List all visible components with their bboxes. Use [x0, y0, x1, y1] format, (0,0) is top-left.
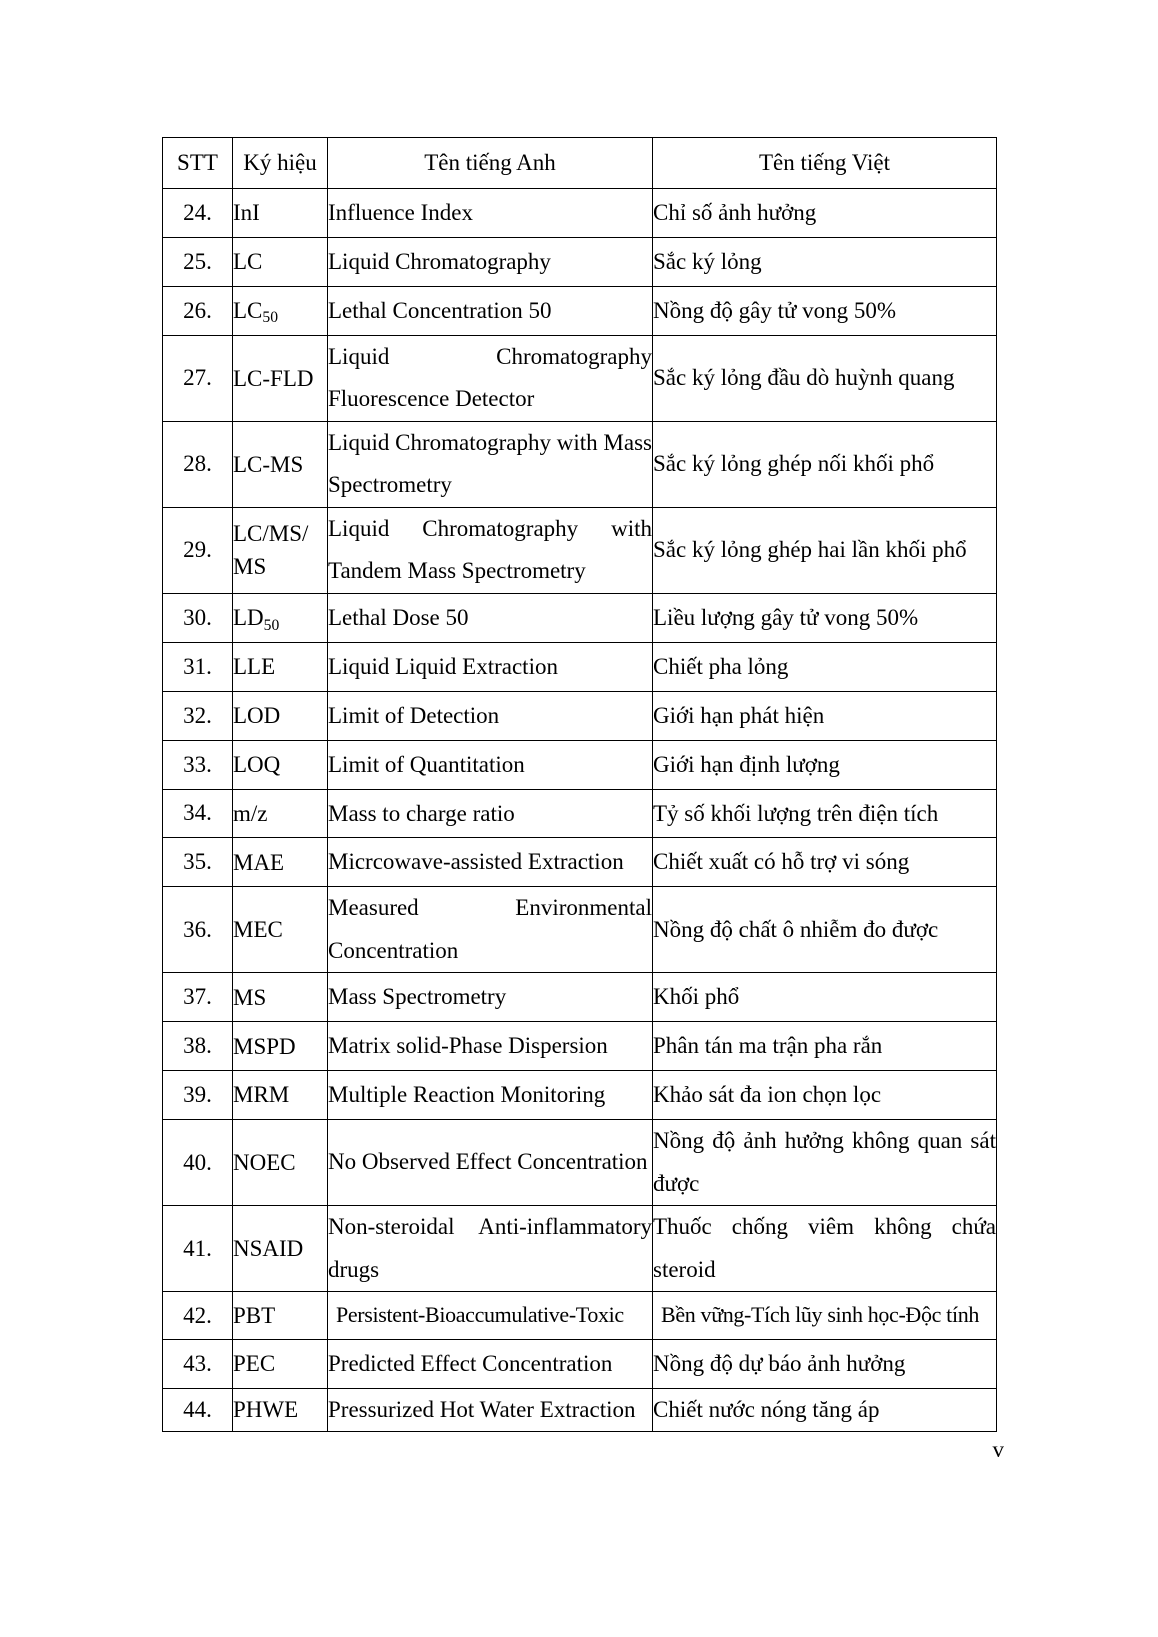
- symbol-subscript: 50: [263, 616, 280, 634]
- cell-english-name: Micrcowave-assisted Extraction: [328, 838, 653, 887]
- table-row: [163, 740, 997, 789]
- cell-index: 31.: [163, 642, 233, 691]
- cell-english-name: Non-steroidal Anti-inflammatory drugs: [328, 1206, 653, 1292]
- cell-index: 42.: [163, 1292, 233, 1340]
- symbol-text: LOQ: [233, 751, 281, 777]
- column-header-stt: STT: [163, 138, 233, 189]
- cell-symbol: [233, 189, 328, 238]
- table-row: [163, 1022, 997, 1071]
- cell-english-name: Liquid Chromatography: [328, 237, 653, 286]
- symbol-text: LLE: [233, 654, 276, 680]
- cell-symbol: [233, 1292, 328, 1340]
- cell-english-name: Matrix solid-Phase Dispersion: [328, 1022, 653, 1071]
- cell-vietnamese-name: Phân tán ma trận pha rắn: [653, 1022, 997, 1071]
- cell-index: 32.: [163, 691, 233, 740]
- cell-symbol: [233, 1022, 328, 1071]
- cell-index: 25.: [163, 237, 233, 286]
- cell-symbol: [233, 1388, 328, 1432]
- table-row: [163, 973, 997, 1022]
- symbol-text: LD: [233, 605, 264, 631]
- cell-english-name: Measured Environmental Concentration: [328, 887, 653, 973]
- table-body: [163, 189, 997, 1432]
- cell-english-name: No Observed Effect Concentration: [328, 1120, 653, 1206]
- cell-english-name: Liquid Liquid Extraction: [328, 642, 653, 691]
- cell-symbol: [233, 1206, 328, 1292]
- cell-index: 36.: [163, 887, 233, 973]
- cell-index: 44.: [163, 1388, 233, 1432]
- cell-index: 27.: [163, 335, 233, 421]
- cell-symbol: [233, 1071, 328, 1120]
- cell-vietnamese-name: Giới hạn phát hiện: [653, 691, 997, 740]
- cell-vietnamese-name: Giới hạn định lượng: [653, 740, 997, 789]
- cell-english-name: Mass Spectrometry: [328, 973, 653, 1022]
- table-row: [163, 1120, 997, 1206]
- cell-index: 41.: [163, 1206, 233, 1292]
- cell-symbol: [233, 740, 328, 789]
- cell-symbol: [233, 335, 328, 421]
- cell-symbol: [233, 789, 328, 838]
- cell-english-name: Liquid Chromatography with Mass Spectrometry: [328, 421, 653, 507]
- table-row: [163, 421, 997, 507]
- cell-vietnamese-name: Sắc ký lỏng: [653, 237, 997, 286]
- table-row: [163, 1339, 997, 1388]
- page-number: v: [992, 1437, 1004, 1462]
- cell-vietnamese-name: Chiết nước nóng tăng áp: [653, 1388, 997, 1432]
- column-header-symbol: Ký hiệu: [233, 138, 328, 189]
- cell-symbol: [233, 691, 328, 740]
- cell-symbol: [233, 421, 328, 507]
- table-row: [163, 1206, 997, 1292]
- symbol-text: MAE: [233, 849, 285, 875]
- table-row: [163, 335, 997, 421]
- cell-english-name: Mass to charge ratio: [328, 789, 653, 838]
- cell-english-name: Limit of Detection: [328, 691, 653, 740]
- cell-english-name: Multiple Reaction Monitoring: [328, 1071, 653, 1120]
- cell-vietnamese-name: Nồng độ dự báo ảnh hưởng: [653, 1339, 997, 1388]
- symbol-text: NOEC: [233, 1149, 296, 1175]
- table-row: [163, 237, 997, 286]
- symbol-text: LC-MS: [233, 451, 304, 477]
- symbol-text: LC-FLD: [233, 365, 314, 391]
- cell-vietnamese-name: Chỉ số ảnh hưởng: [653, 189, 997, 238]
- table-row: [163, 887, 997, 973]
- cell-symbol: [233, 973, 328, 1022]
- table-row: [163, 838, 997, 887]
- cell-index: 33.: [163, 740, 233, 789]
- cell-index: 43.: [163, 1339, 233, 1388]
- cell-english-name: Influence Index: [328, 189, 653, 238]
- cell-symbol: [233, 593, 328, 642]
- cell-index: 28.: [163, 421, 233, 507]
- table-row: [163, 286, 997, 335]
- cell-symbol: [233, 887, 328, 973]
- symbol-text: PEC: [233, 1351, 276, 1377]
- cell-symbol: [233, 1120, 328, 1206]
- symbol-text: PBT: [233, 1302, 276, 1328]
- cell-vietnamese-name: Bền vững-Tích lũy sinh học-Độc tính: [653, 1292, 997, 1340]
- symbol-text: PHWE: [233, 1397, 299, 1423]
- table-header-row: [163, 138, 997, 189]
- symbol-text: MEC: [233, 917, 283, 943]
- cell-vietnamese-name: Thuốc chống viêm không chứa steroid: [653, 1206, 997, 1292]
- cell-english-name: Liquid Chromatography Fluorescence Detector: [328, 335, 653, 421]
- cell-symbol: [233, 237, 328, 286]
- cell-vietnamese-name: Khảo sát đa ion chọn lọc: [653, 1071, 997, 1120]
- cell-symbol: [233, 286, 328, 335]
- cell-symbol: [233, 642, 328, 691]
- cell-vietnamese-name: Tỷ số khối lượng trên điện tích: [653, 789, 997, 838]
- table-row: [163, 789, 997, 838]
- cell-english-name: Lethal Dose 50: [328, 593, 653, 642]
- symbol-text: MSPD: [233, 1033, 296, 1059]
- cell-index: 39.: [163, 1071, 233, 1120]
- symbol-text: MS: [233, 984, 267, 1010]
- cell-index: 30.: [163, 593, 233, 642]
- table-row: [163, 507, 997, 593]
- cell-english-name: Lethal Concentration 50: [328, 286, 653, 335]
- table-row: [163, 593, 997, 642]
- cell-vietnamese-name: Chiết pha lỏng: [653, 642, 997, 691]
- symbol-text: LC: [233, 298, 263, 324]
- cell-english-name: Liquid Chromatography with Tandem Mass Spectrometry: [328, 507, 653, 593]
- cell-vietnamese-name: Sắc ký lỏng ghép hai lần khối phổ: [653, 507, 997, 593]
- cell-symbol: [233, 1339, 328, 1388]
- cell-english-name: Limit of Quantitation: [328, 740, 653, 789]
- table-header: [163, 138, 997, 189]
- cell-english-name: Pressurized Hot Water Extraction: [328, 1388, 653, 1432]
- table-row: [163, 189, 997, 238]
- cell-vietnamese-name: Sắc ký lỏng đầu dò huỳnh quang: [653, 335, 997, 421]
- cell-vietnamese-name: Nồng độ gây tử vong 50%: [653, 286, 997, 335]
- cell-vietnamese-name: Khối phổ: [653, 973, 997, 1022]
- table-row: [163, 1292, 997, 1340]
- cell-index: 24.: [163, 189, 233, 238]
- cell-index: 38.: [163, 1022, 233, 1071]
- symbol-text: m/z: [233, 800, 268, 826]
- cell-index: 34.: [163, 789, 233, 838]
- cell-index: 26.: [163, 286, 233, 335]
- cell-index: 40.: [163, 1120, 233, 1206]
- cell-vietnamese-name: Liều lượng gây tử vong 50%: [653, 593, 997, 642]
- cell-vietnamese-name: Sắc ký lỏng ghép nối khối phổ: [653, 421, 997, 507]
- cell-vietnamese-name: Chiết xuất có hỗ trợ vi sóng: [653, 838, 997, 887]
- table-row: [163, 1071, 997, 1120]
- abbreviations-table: [162, 137, 997, 1432]
- table-row: [163, 691, 997, 740]
- symbol-subscript: 50: [262, 309, 279, 327]
- column-header-vietnamese: Tên tiếng Việt: [653, 138, 997, 189]
- table-row: [163, 642, 997, 691]
- cell-index: 29.: [163, 507, 233, 593]
- cell-english-name: Predicted Effect Concentration: [328, 1339, 653, 1388]
- symbol-text: LC/MS/ MS: [233, 521, 309, 580]
- symbol-text: MRM: [233, 1082, 290, 1108]
- column-header-english: Tên tiếng Anh: [328, 138, 653, 189]
- symbol-text: LC: [233, 249, 263, 275]
- cell-index: 37.: [163, 973, 233, 1022]
- table-row: [163, 1388, 997, 1432]
- symbol-text: InI: [233, 200, 260, 226]
- cell-symbol: [233, 838, 328, 887]
- cell-vietnamese-name: Nồng độ ảnh hưởng không quan sát được: [653, 1120, 997, 1206]
- cell-english-name: Persistent-Bioaccumulative-Toxic: [328, 1292, 653, 1340]
- symbol-text: LOD: [233, 703, 281, 728]
- cell-index: 35.: [163, 838, 233, 887]
- cell-vietnamese-name: Nồng độ chất ô nhiễm đo được: [653, 887, 997, 973]
- cell-symbol: [233, 507, 328, 593]
- symbol-text: NSAID: [233, 1236, 304, 1262]
